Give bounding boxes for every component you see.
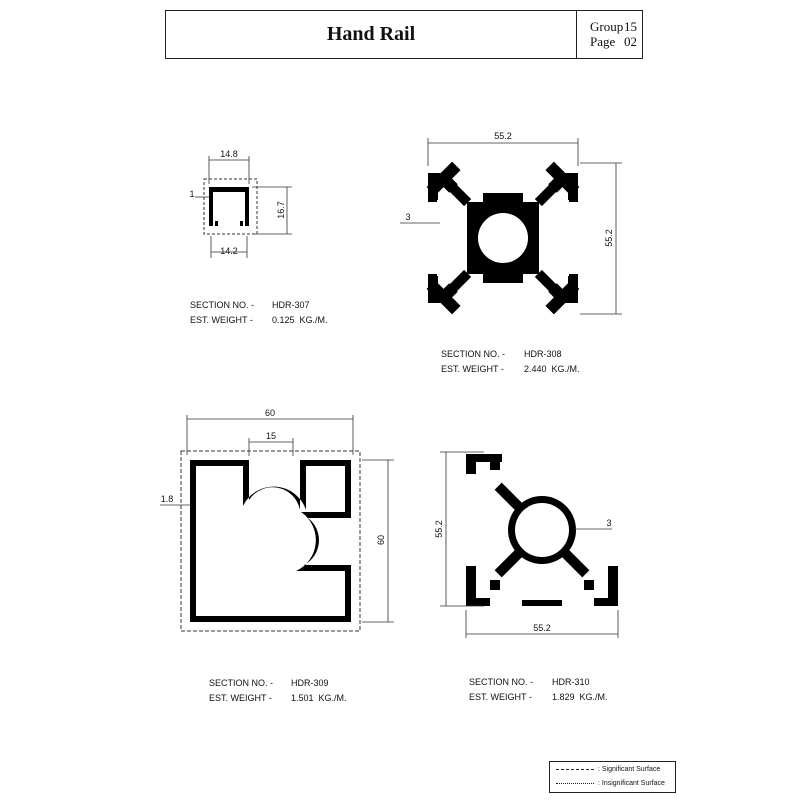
section-number: HDR-307 [272, 300, 310, 310]
channel-section [209, 187, 249, 226]
section-info-hdr-308 [441, 347, 580, 377]
page-value: 02 [624, 34, 637, 49]
weight-value: 2.440 KG./M. [524, 364, 580, 374]
profile-hdr-310 [434, 452, 618, 638]
surface-legend [549, 761, 676, 793]
dim-height: 55.2 [604, 229, 614, 247]
weight-value: 0.125 KG./M. [272, 315, 328, 325]
weight-value: 1.829 KG./M. [552, 692, 608, 702]
section-number: HDR-309 [291, 678, 329, 688]
weight-label: EST. WEIGHT - [190, 315, 253, 325]
section-info-hdr-310 [469, 675, 608, 705]
weight-label: EST. WEIGHT - [469, 692, 532, 702]
dim-top: 14.8 [220, 149, 238, 159]
group-label: Group [590, 19, 624, 34]
dim-wall: 1.8 [160, 494, 174, 504]
dim-width: 55.2 [494, 131, 512, 141]
dim-height: 16.7 [276, 201, 286, 219]
dim-wall: 1 [189, 189, 195, 199]
profile-hdr-309 [160, 408, 394, 631]
page-title: Hand Rail [326, 23, 416, 45]
dim-slot: 15 [265, 431, 277, 441]
page-label: Page [590, 34, 616, 49]
dim-bottom: 14.2 [220, 246, 238, 256]
dotted-line-icon [556, 783, 594, 784]
section-info-hdr-309 [209, 676, 347, 706]
dim-height: 60 [376, 534, 386, 546]
weight-label: EST. WEIGHT - [441, 364, 504, 374]
group-value: 15 [624, 19, 637, 34]
profile-hdr-308 [400, 131, 622, 314]
section-number: HDR-308 [524, 349, 562, 359]
dashed-line-icon [556, 769, 594, 770]
section-label: SECTION NO. - [441, 349, 506, 359]
section-label: SECTION NO. - [209, 678, 274, 688]
legend-significant: : Significant Surface [598, 766, 661, 773]
dim-width: 55.2 [533, 623, 551, 633]
dim-height: 55.2 [434, 520, 444, 538]
section-label: SECTION NO. - [190, 300, 255, 310]
profile-hdr-307 [189, 149, 292, 258]
dim-slot: 3 [405, 212, 411, 222]
dim-width: 60 [264, 408, 276, 418]
weight-label: EST. WEIGHT - [209, 693, 272, 703]
weight-value: 1.501 KG./M. [291, 693, 347, 703]
legend-insignificant: : Insignificant Surface [598, 780, 665, 787]
dim-slot: 3 [606, 518, 612, 528]
section-label: SECTION NO. - [469, 677, 534, 687]
section-number: HDR-310 [552, 677, 590, 687]
corner-section [190, 460, 351, 622]
section-info-hdr-307 [190, 298, 328, 328]
significant-surface-outline [181, 451, 360, 631]
